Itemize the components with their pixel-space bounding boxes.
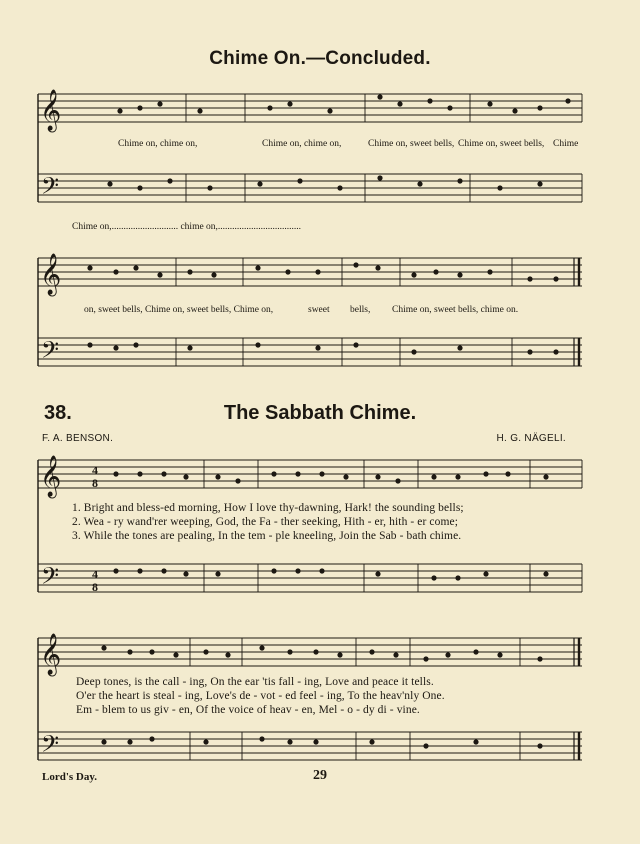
svg-text:𝄢: 𝄢 — [41, 172, 60, 205]
page-number: 29 — [313, 768, 327, 783]
verse-1-line-a: 1. Bright and bless-ed morning, How I love thy-dawning, Hark! the sounding bells; — [72, 502, 464, 514]
hymn-number: 38. — [44, 402, 72, 424]
footer-category: Lord's Day. — [42, 771, 98, 783]
svg-text:𝄞: 𝄞 — [40, 254, 62, 295]
svg-text:𝄢: 𝄢 — [41, 336, 60, 369]
svg-text:𝄞: 𝄞 — [40, 634, 62, 675]
system1-lyric-bass: Chime on,............................ chime on,................................... — [72, 222, 302, 232]
system1-lyric-4: Chime on, sweet bells, — [458, 139, 545, 149]
svg-text:4: 4 — [92, 567, 98, 581]
hymn-title: The Sabbath Chime. — [223, 402, 417, 424]
verse-2-line-a: 2. Wea - ry wand'rer weeping, God, the Fa - ther seeking, Hith - er, hith - er come; — [72, 516, 459, 528]
verse-2-line-b: O'er the heart is steal - ing, Love's de - vot - ed feel - ing, To the heav'nly One. — [76, 690, 445, 702]
arranger-credit: H. G. NÄGELI. — [496, 433, 566, 444]
system2-lyric-1: on, sweet bells, Chime on, sweet bells, Chime on, — [84, 305, 274, 315]
section-title-chime-on: Chime On.—Concluded. — [209, 48, 431, 69]
verse-3-line-a: 3. While the tones are pealing, In the tem - ple kneeling, Join the Sab - bath chime. — [72, 530, 462, 542]
svg-text:8: 8 — [92, 476, 98, 490]
music-system-2 — [0, 246, 640, 386]
svg-text:𝄞: 𝄞 — [40, 456, 62, 497]
svg-text:𝄞: 𝄞 — [40, 90, 62, 131]
system1-lyric-5: Chime — [553, 139, 579, 149]
music-system-1 — [0, 84, 640, 234]
svg-text:𝄢: 𝄢 — [41, 730, 60, 763]
system2-lyric-4: Chime on, sweet bells, chime on. — [392, 305, 519, 315]
svg-text:𝄢: 𝄢 — [41, 562, 60, 595]
svg-text:4: 4 — [92, 463, 98, 477]
system1-lyric-3: Chime on, sweet bells, — [368, 139, 455, 149]
composer-credit: F. A. BENSON. — [42, 433, 114, 444]
system2-lyric-3: bells, — [350, 305, 371, 315]
system2-lyric-2: sweet — [308, 305, 330, 315]
verse-3-line-b: Em - blem to us giv - en, Of the voice of heav - en, Mel - o - dy di - vine. — [76, 704, 420, 716]
system1-lyric-1: Chime on, chime on, — [118, 139, 198, 149]
system1-lyric-2: Chime on, chime on, — [262, 139, 342, 149]
verse-1-line-b: Deep tones, is the call - ing, On the ear 'tis fall - ing, Love and peace it tells. — [76, 676, 434, 688]
svg-text:8: 8 — [92, 580, 98, 594]
